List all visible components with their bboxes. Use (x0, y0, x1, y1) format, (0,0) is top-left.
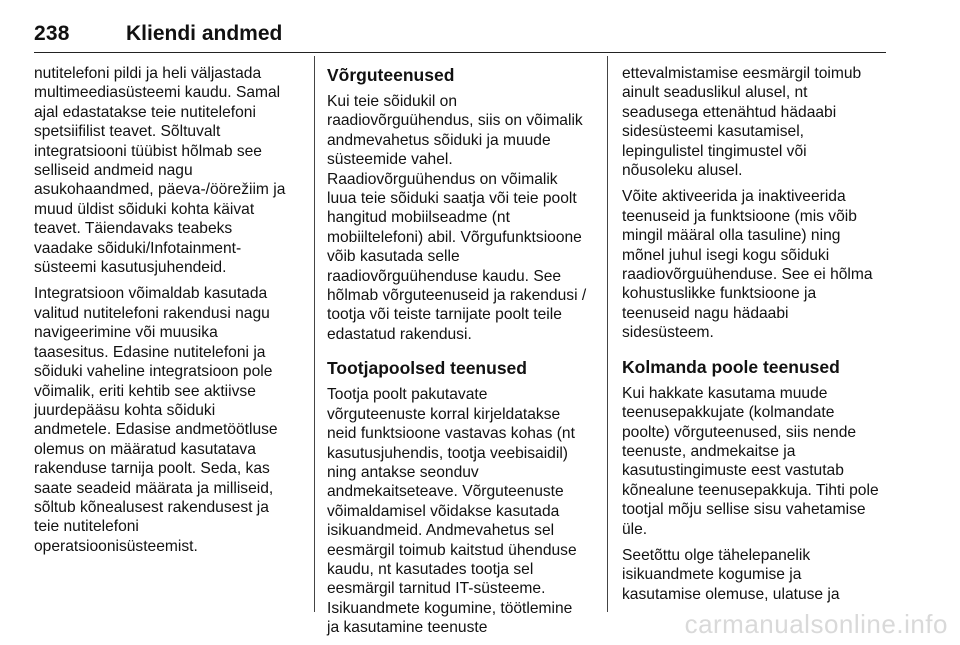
text-line: tootja või teiste tarnijate poolt teile (327, 306, 562, 324)
text-line: hõlmab võrguteenuseid ja rakendusi / (327, 287, 587, 305)
text-line: raadiovõrguühenduse kaudu. See (327, 267, 562, 285)
text-line: kasutustingimuste eest vastutab (622, 462, 844, 480)
text-line: mõnel juhul isegi kogu sõiduki (622, 246, 830, 264)
text-line: ettevalmistamise eesmärgil toimub (622, 65, 862, 82)
text-line: isikuandmete kogumise ja (622, 566, 802, 584)
paragraph (34, 284, 300, 556)
text-line: tootjal mõju sellise sisu vahetamise (622, 501, 866, 519)
text-line: sidesüsteem. (622, 324, 714, 342)
text-line: Isikuandmete kogumine, töötlemine (327, 599, 573, 617)
text-line: lepingulistel tingimustel või (622, 142, 807, 160)
text-line: navigeerimine või muusika (34, 324, 218, 342)
text-line: edastatud rakendusi. (327, 325, 472, 343)
text-line: asukohaandmed, päeva-/öörežiim ja (34, 181, 286, 199)
paragraph (622, 64, 892, 180)
text-line: kasutusjuhendis, tootja veebisaidil) (327, 444, 568, 462)
text-line: Võite aktiveerida ja inaktiveerida (622, 188, 846, 206)
text-line: selliseid andmeid nagu (34, 162, 193, 180)
chapter-title: Kliendi andmed (126, 22, 283, 45)
text-line: teenusepakkujate (kolmandate (622, 404, 835, 422)
text-line: üle. (622, 520, 648, 538)
text-line: raadiovõrguühenduse. See ei hõlma (622, 266, 873, 284)
section-heading: Tootjapoolsed teenused (327, 358, 527, 379)
text-line: rakenduse tarnija poolt. Seda, kas (34, 460, 270, 478)
section-heading: Võrguteenused (327, 65, 455, 85)
text-line: spetsiifilist teavet. Sõltuvalt (34, 123, 221, 141)
text-line: hangitud mobiilseadme (nt (327, 209, 510, 227)
text-column-1 (34, 64, 300, 563)
text-line: ning antakse seonduv (327, 463, 479, 481)
text-line: kaudu, nt kasutades tootja sel (327, 560, 534, 578)
text-line: olemus on määratud kasutatava (34, 440, 256, 458)
text-line: ajal edastatakse teie nutitelefoni (34, 103, 256, 121)
text-line: võimalik, eriti kehtib see aktiivse (34, 382, 256, 400)
column-divider (314, 56, 315, 612)
paragraph (622, 187, 892, 342)
text-line: ja kasutamine teenuste (327, 619, 488, 637)
text-line: nutitelefoni pildi ja heli väljastada (34, 65, 262, 82)
text-line: ainult seaduslikul alusel, nt (622, 84, 808, 102)
text-line: Kui hakkate kasutama muude (622, 384, 828, 402)
section-heading: Kolmanda poole teenused (622, 356, 840, 377)
text-line: Seetõttu olge tähelepanelik (622, 546, 811, 564)
text-line: andmevahetus sõiduki ja muude (327, 131, 551, 149)
text-line: muud üldist sõiduki kohta käivat (34, 200, 255, 218)
text-line: valitud nutitelefoni rakendusi nagu (34, 304, 270, 322)
page-number: 238 (34, 22, 70, 45)
text-line: eesmärgil tarnitud IT-süsteeme. (327, 580, 546, 598)
text-line: Tootja poolt pakutavate (327, 386, 488, 404)
text-line: kõnealune teenusepakkuja. Tihti pole (622, 481, 879, 499)
text-line: taasesitus. Edasine nutitelefoni ja (34, 343, 266, 361)
text-line: vaadake sõiduki/Infotainment- (34, 239, 242, 257)
watermark: carmanualsonline.info (684, 609, 948, 639)
text-column-3 (622, 64, 892, 611)
paragraph (327, 385, 599, 637)
text-line: süsteemi kasutusjuhendeid. (34, 259, 227, 277)
text-line: mingil määral olla tasuline) ning (622, 227, 841, 245)
text-line: teenuste, andmekaitse ja (622, 442, 796, 460)
text-line: sõltub kõnealusest rakendusest ja (34, 498, 269, 516)
page-header (34, 22, 886, 53)
text-line: kohustuslikke funktsioone ja (622, 285, 817, 303)
text-line: süsteemide vahel. (327, 151, 453, 169)
text-line: saate seadeid määrata ja milliseid, (34, 479, 274, 497)
text-line: luua teie sõiduki saatja või teie poolt (327, 190, 577, 208)
text-line: teenuseid ja funktsioone (mis võib (622, 207, 857, 225)
paragraph (34, 64, 300, 277)
text-line: eesmärgil toimub kaitstud ühenduse (327, 541, 577, 559)
text-line: multimeediasüsteemi kaudu. Samal (34, 84, 281, 102)
text-line: võrguteenuste korral kirjeldatakse (327, 405, 561, 423)
text-line: neid funktsioone vastavas kohas (nt (327, 425, 575, 443)
text-line: andmetele. Edasise andmetöötluse (34, 421, 278, 439)
column-divider (607, 56, 608, 612)
paragraph (327, 92, 599, 344)
text-line: seadusega ettenähtud hädaabi (622, 103, 837, 121)
text-line: kasutamise olemuse, ulatuse ja (622, 585, 840, 603)
text-line: operatsioonisüsteemist. (34, 537, 198, 555)
text-line: võimaldamisel võidakse kasutada (327, 502, 560, 520)
text-line: poolte) võrguteenused, siis nende (622, 423, 857, 441)
text-line: isikuandmeid. Andmevahetus sel (327, 522, 555, 540)
text-line: mobiiltelefoni) abil. Võrgufunktsioone (327, 228, 582, 246)
text-line: Integratsioon võimaldab kasutada (34, 285, 268, 303)
text-line: andmekaitseteave. Võrguteenuste (327, 483, 564, 501)
text-column-2 (327, 64, 599, 645)
paragraph (622, 546, 892, 604)
text-line: juurdepääsu kohta sõiduki (34, 401, 216, 419)
paragraph (622, 384, 892, 539)
text-line: teie nutitelefoni (34, 518, 139, 536)
text-line: Raadiovõrguühendus on võimalik (327, 170, 558, 188)
text-line: sõiduki vaheline integratsioon pole (34, 363, 273, 381)
text-line: võib kasutada selle (327, 248, 460, 266)
text-line: nõusoleku alusel. (622, 162, 743, 180)
text-line: sidesüsteemi kasutamisel, (622, 123, 805, 141)
text-line: raadiovõrguühendus, siis on võimalik (327, 112, 583, 130)
text-line: teavet. Täiendavaks teabeks (34, 220, 233, 238)
text-line: integratsiooni tüübist hõlmab see (34, 142, 262, 160)
text-line: teenuseid nagu hädaabi (622, 304, 789, 322)
text-line: Kui teie sõidukil on (327, 93, 458, 110)
